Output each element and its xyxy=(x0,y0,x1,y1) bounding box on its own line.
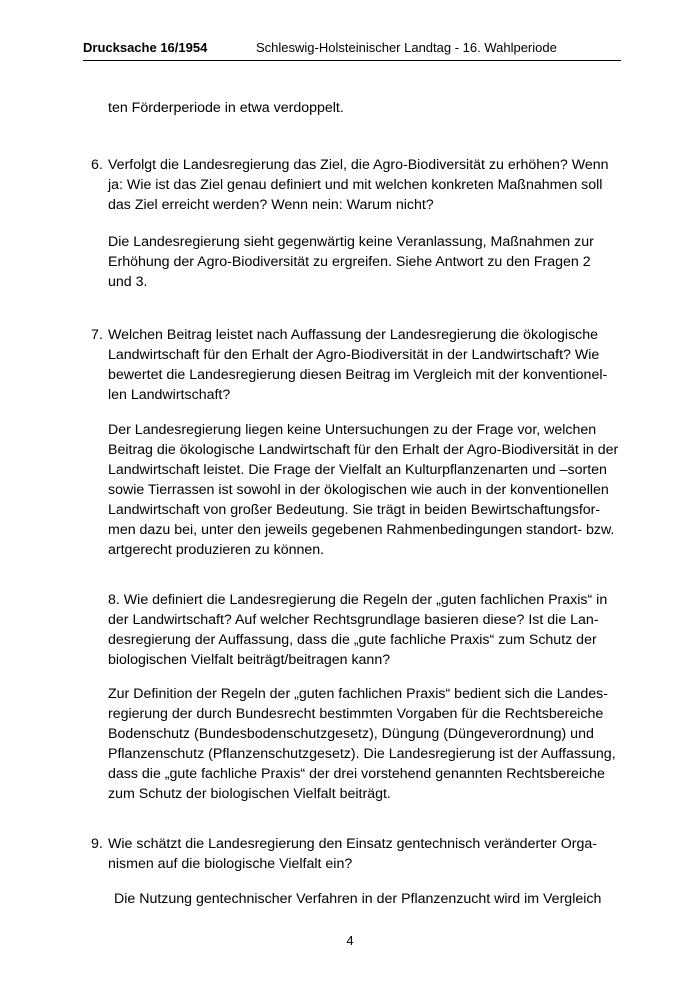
q7-question: Welchen Beitrag leistet nach Auffassung der Landesregierung die ökologische Landwirtschaft für den Erhalt der Agro-Biodiversität in der Landwirtschaft? Wie bewertet die Landesregierung diesen Beitrag im Vergleich mit der konventionel-len Landwirtschaft? xyxy=(108,327,608,403)
q6-question: Verfolgt die Landesregierung das Ziel, die Agro-Biodiversität zu erhöhen? Wenn ja: Wie ist das Ziel genau definiert und mit welchen konkreten Maßnahmen soll das Ziel erreicht werden? Wenn nein: Warum nicht? xyxy=(108,157,609,213)
q6-number: 6. xyxy=(91,157,103,173)
q7-number: 7. xyxy=(91,327,103,343)
page-number: 4 xyxy=(346,933,354,948)
q8-question: 8. Wie definiert die Landesregierung die Regeln der „guten fachlichen Praxis“ in der Landwirtschaft? Auf welcher Rechtsgrundlage basieren diese? Ist die Lan-desregierung der Auffassung, dass die „gute fachliche Praxis“ zum Schutz der biologischen Vielfalt beiträgt/beitragen kann? xyxy=(108,592,608,668)
parliament-title: Schleswig-Holsteinischer Landtag - 16. Wahlperiode xyxy=(256,40,557,55)
q6-answer: Die Landesregierung sieht gegenwärtig keine Veranlassung, Maßnahmen zur Erhöhung der Agro-Biodiversität zu ergreifen. Siehe Antwort zu den Fragen 2 und 3. xyxy=(108,234,594,290)
q9-question: Wie schätzt die Landesregierung den Einsatz gentechnisch veränderter Orga-nismen auf die biologische Vielfalt ein? xyxy=(108,836,597,872)
q7-answer: Der Landesregierung liegen keine Untersuchungen zu der Frage vor, welchen Beitrag die ökologische Landwirtschaft für den Erhalt der Agro-Biodiversität in der Landwirtschaft leistet. Die Frage der Vielfalt an Kulturpflanzenarten und –sorten sowie Tierrassen ist sowohl in der ökologischen wie auch in der konventionellen Landwirtschaft von großer Bedeutung. Sie trägt in beiden Bewirtschaftungsfor-men dazu bei, unter den jeweils gegebenen Rahmenbedingungen standort- bzw. artgerecht produzieren zu können. xyxy=(108,422,619,558)
q8-answer: Zur Definition der Regeln der „guten fachlichen Praxis“ bedient sich die Landes-regierung der durch Bundesrecht bestimmten Vorgaben für die Rechtsbereiche Bodenschutz (Bundesbodenschutzgesetz), Düngung (Düngeverordnung) und Pflanzenschutz (Pflanzenschutzgesetz). Die Landesregierung ist der Auffassung, dass die „gute fachliche Praxis“ der drei vorstehend genannten Rechtsbereiche zum Schutz der biologischen Vielfalt beiträgt. xyxy=(108,686,616,802)
doc-number: Drucksache 16/1954 xyxy=(83,40,208,55)
continuation-text: ten Förderperiode in etwa verdoppelt. xyxy=(108,100,344,116)
page-header xyxy=(83,40,621,61)
q9-answer: Die Nutzung gentechnischer Verfahren in der Pflanzenzucht wird im Vergleich xyxy=(114,891,602,907)
q9-number: 9. xyxy=(91,836,103,852)
